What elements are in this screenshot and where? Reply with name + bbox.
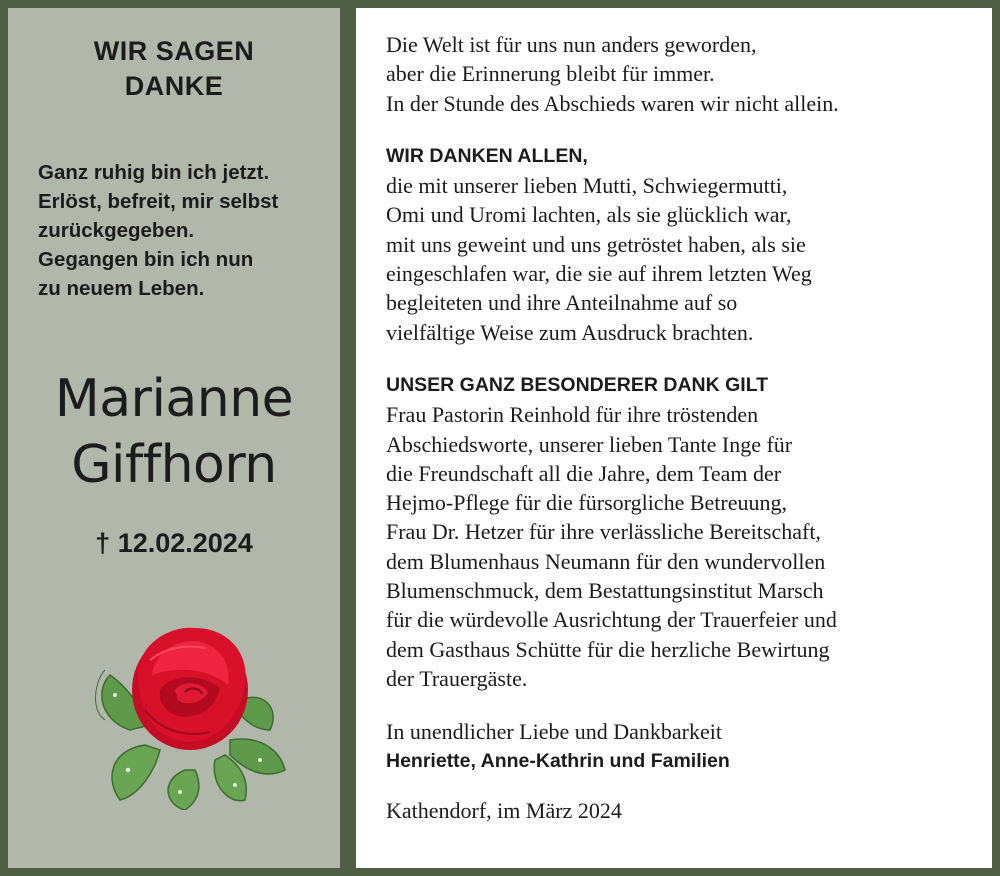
first-name: Marianne — [54, 369, 294, 429]
special-line: die Freundschaft all die Jahre, dem Team der — [386, 460, 782, 486]
intro-line: Die Welt ist für uns nun anders geworden, — [386, 32, 757, 57]
intro-line: aber die Erinnerung bleibt für immer. — [386, 61, 715, 87]
red-rose-icon — [90, 620, 300, 810]
special-line: Blumenschmuck, dem Bestattungsinstitut Marsch — [386, 578, 824, 604]
thanks-line: vielfältige Weise zum Ausdruck brachten. — [386, 319, 754, 345]
heading-line: DANKE — [124, 71, 224, 101]
poem — [38, 158, 338, 303]
thanks-line: Omi und Uromi lachten, als sie glücklich war, — [386, 202, 792, 228]
death-date: † 12.02.2024 — [95, 528, 253, 558]
thanks-line: begleiteten und ihre Anteilnahme auf so — [386, 290, 738, 316]
place-date: Kathendorf, im März 2024 — [386, 797, 622, 823]
right-panel — [356, 8, 992, 868]
thank-you-text — [386, 30, 986, 825]
special-line: dem Blumenhaus Neumann für den wundervollen — [386, 548, 826, 574]
poem-line: Ganz ruhig bin ich jetzt. — [38, 161, 270, 184]
thanks-line: eingeschlafen war, die sie auf ihrem letzten Weg — [386, 261, 812, 287]
thanks-heading — [8, 34, 340, 104]
special-line: Frau Dr. Hetzer für ihre verlässliche Bereitschaft, — [386, 519, 821, 545]
heading-line: WIR SAGEN — [93, 36, 255, 66]
thanks-all-heading: WIR DANKEN ALLEN, — [386, 144, 588, 167]
special-line: Abschiedsworte, unserer lieben Tante Inge für — [386, 431, 793, 457]
special-line: Hejmo-Pflege für die fürsorgliche Betreuung, — [386, 490, 787, 516]
special-line: Frau Pastorin Reinhold für ihre tröstenden — [386, 402, 759, 428]
special-line: dem Gasthaus Schütte für die herzliche Bewirtung — [386, 636, 830, 662]
special-thanks-heading: UNSER GANZ BESONDERER DANK GILT — [386, 373, 769, 396]
closing-line: In unendlicher Liebe und Dankbarkeit — [386, 719, 722, 745]
poem-line: zurückgegeben. — [38, 219, 195, 242]
poem-line: Erlöst, befreit, mir selbst — [38, 190, 279, 213]
special-line: für die würdevolle Ausrichtung der Trauerfeier und — [386, 607, 837, 633]
intro-line: In der Stunde des Abschieds waren wir nicht allein. — [386, 90, 839, 116]
thanks-line: mit uns geweint und uns getröstet haben, als sie — [386, 231, 806, 257]
last-name: Giffhorn — [71, 435, 277, 495]
poem-line: Gegangen bin ich nun — [38, 248, 254, 271]
left-panel — [8, 8, 340, 868]
poem-line: zu neuem Leben. — [38, 277, 205, 300]
deceased-name — [8, 366, 340, 498]
signers: Henriette, Anne-Kathrin und Familien — [386, 749, 730, 772]
special-line: der Trauergäste. — [386, 665, 528, 691]
thanks-line: die mit unserer lieben Mutti, Schwiegermutti, — [386, 173, 788, 199]
